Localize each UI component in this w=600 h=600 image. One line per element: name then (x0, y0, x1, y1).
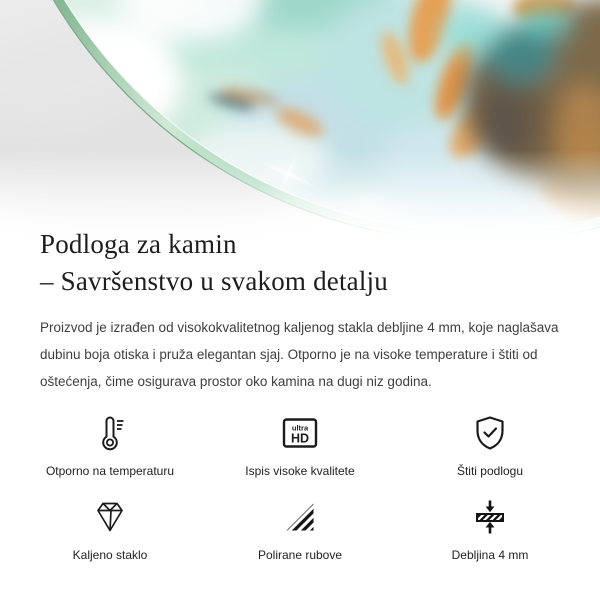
feature-tempered-glass (15, 495, 205, 563)
page-title-line2: – Savršenstvo u svakom detalju (40, 266, 388, 296)
feature-label: Polirane rubove (257, 548, 343, 562)
feature-temperature (15, 411, 205, 479)
product-description: Proizvod je izrađen od visokokvalitetnog kaljenog stakla debljine 4 mm, koje naglašava dubinu boja otiska i pruža elegantan sjaj. Otporno je na visoke temperature i štiti od oštećenja, čime osigurava prostor oko kamina na dugi niz godina. (40, 320, 559, 389)
feature-label: Otporno na temperaturu (45, 464, 175, 478)
thermometer-icon (90, 411, 130, 455)
svg-text:HD: HD (290, 431, 310, 446)
feature-label: Debljina 4 mm (451, 548, 529, 562)
polished-edge-icon (280, 495, 320, 539)
feature-print-quality (205, 411, 395, 479)
feature-protection (395, 411, 585, 479)
feature-thickness (395, 495, 585, 563)
page-title-line1: Podloga za kamin (40, 229, 237, 259)
diamond-icon (90, 495, 130, 539)
page-title (40, 226, 560, 300)
svg-text:ultra: ultra (291, 423, 309, 433)
features-grid (15, 411, 585, 563)
thickness-icon (470, 495, 510, 539)
shield-check-icon (470, 411, 510, 455)
feature-label: Ispis visoke kvalitete (245, 464, 355, 478)
ultra-hd-icon (280, 411, 320, 455)
feature-polished-edges (205, 495, 395, 563)
feature-label: Štiti podlogu (456, 464, 524, 478)
feature-label: Kaljeno staklo (72, 548, 148, 562)
